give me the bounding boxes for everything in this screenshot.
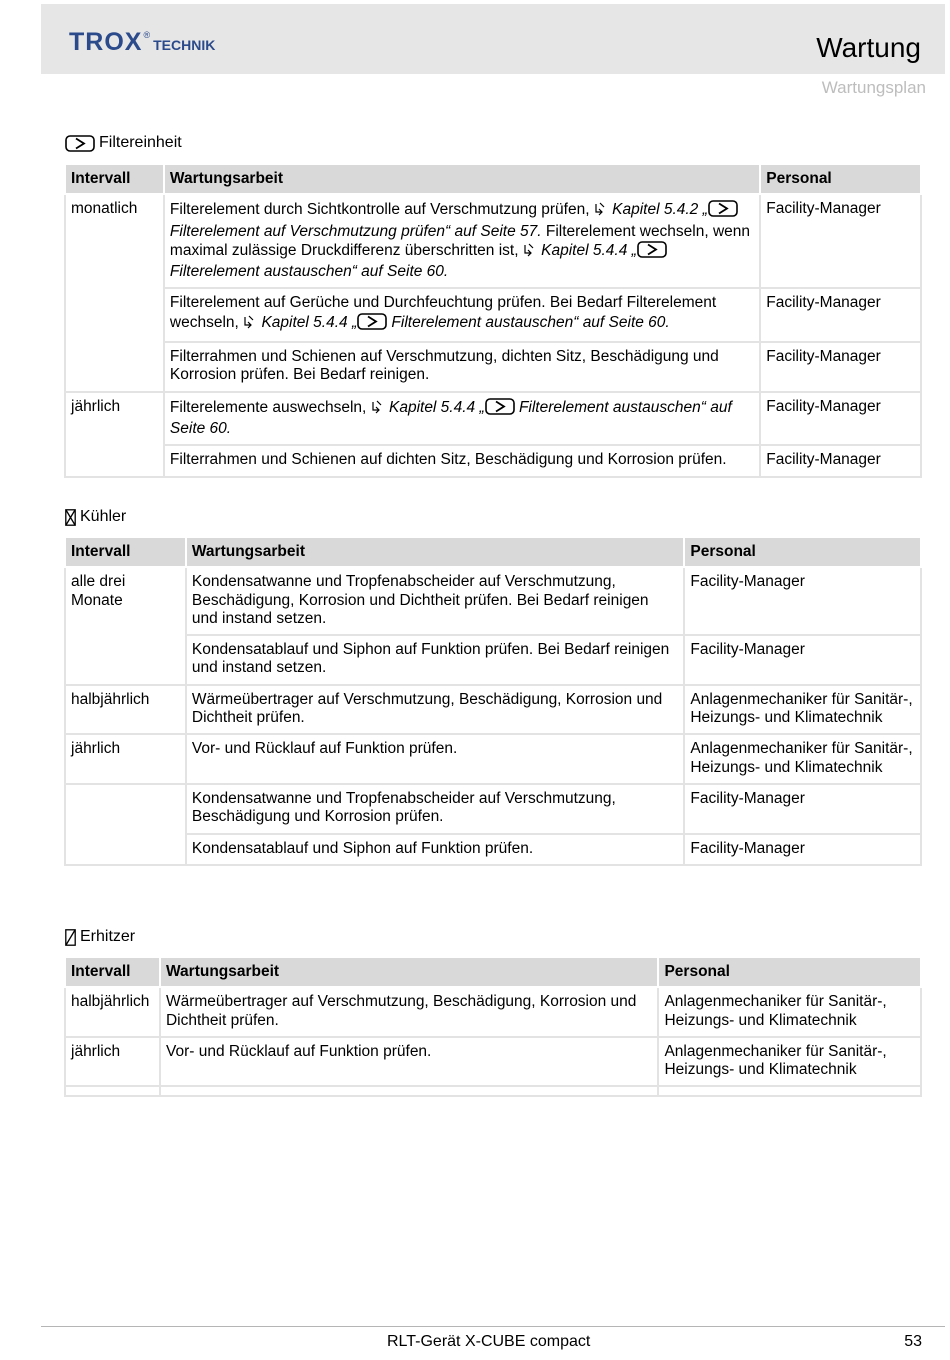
- footer-divider: [41, 1326, 945, 1327]
- column-header-wartungsarbeit: Wartungsarbeit: [160, 957, 658, 987]
- column-header-wartungsarbeit: Wartungsarbeit: [186, 537, 684, 567]
- cooler-icon: [65, 509, 76, 526]
- column-header-intervall: Intervall: [65, 164, 164, 194]
- personal-cell: [658, 1086, 921, 1096]
- filter-arrow-icon: [708, 200, 738, 222]
- task-cell: Filterelement durch Sichtkontrolle auf Verschmutzung prüfen, Kapitel 5.4.2 „ Filterelement auf Verschmutzung prüfen“ auf Seite 57. Filterelement wechseln, wenn maximal zulässige Druckdifferenz überschritten ist, Kapitel 5.4.4 „ Filterelement austauschen“ auf Seite 60.: [164, 194, 760, 288]
- interval-cell: jährlich: [65, 392, 164, 477]
- table-header-row: [65, 537, 921, 567]
- column-header-personal: Personal: [684, 537, 921, 567]
- interval-cell: alle drei Monate: [65, 567, 186, 684]
- reference-pointer-icon: [594, 202, 608, 221]
- table-row: [65, 685, 921, 735]
- section-heading-filter: Filtereinheit: [65, 134, 182, 152]
- task-cell: Filterelemente auswechseln, Kapitel 5.4.4 „ Filterelement austauschen“ auf Seite 60.: [164, 392, 760, 446]
- filter-arrow-icon: [65, 135, 95, 152]
- table-row: [65, 987, 921, 1037]
- task-cell: Kondensatablauf und Siphon auf Funktion prüfen.: [186, 834, 684, 865]
- interval-cell: jährlich: [65, 734, 186, 784]
- reference-pointer-icon: [243, 315, 257, 334]
- chapter-link[interactable]: Kapitel 5.4.4 „ Filterelement austauschen“ auf Seite 60.: [261, 314, 669, 331]
- reference-pointer-icon: [371, 400, 385, 419]
- task-cell: Kondensatwanne und Tropfenabscheider auf Verschmutzung, Beschädigung und Korrosion prüfen.: [186, 784, 684, 834]
- task-cell: Wärmeübertrager auf Verschmutzung, Beschädigung, Korrosion und Dichtheit prüfen.: [160, 987, 658, 1037]
- interval-cell: [65, 784, 186, 865]
- task-cell: Kondensatablauf und Siphon auf Funktion prüfen. Bei Bedarf reinigen und instand setzen.: [186, 635, 684, 685]
- table-header-row: [65, 164, 921, 194]
- table-row: [65, 1086, 921, 1096]
- table-row: [65, 288, 921, 342]
- table-header-row: [65, 957, 921, 987]
- task-cell: Filterrahmen und Schienen auf Verschmutzung, dichten Sitz, Beschädigung und Korrosion prüfen. Bei Bedarf reinigen.: [164, 342, 760, 392]
- footer-page-number: 53: [904, 1333, 922, 1350]
- task-cell: Vor- und Rücklauf auf Funktion prüfen.: [186, 734, 684, 784]
- page-title: Wartung: [816, 32, 921, 63]
- page-header: [41, 4, 945, 74]
- column-header-personal: Personal: [658, 957, 921, 987]
- table-row: [65, 342, 921, 392]
- column-header-wartungsarbeit: Wartungsarbeit: [164, 164, 760, 194]
- filter-arrow-icon: [637, 241, 667, 263]
- task-cell: Vor- und Rücklauf auf Funktion prüfen.: [160, 1037, 658, 1087]
- personal-cell: Anlagenmechaniker für Sanitär-, Heizungs- und Klimatechnik: [684, 734, 921, 784]
- erhitzer-maintenance-table: [64, 956, 922, 1097]
- task-cell: Wärmeübertrager auf Verschmutzung, Beschädigung, Korrosion und Dichtheit prüfen.: [186, 685, 684, 735]
- interval-cell: halbjährlich: [65, 987, 160, 1037]
- table-row: [65, 445, 921, 476]
- page-subtitle: Wartungsplan: [821, 78, 926, 97]
- personal-cell: Facility-Manager: [684, 834, 921, 865]
- filter-arrow-icon: [357, 313, 387, 335]
- column-header-intervall: Intervall: [65, 537, 186, 567]
- filter-maintenance-table: [64, 163, 922, 478]
- task-cell: Kondensatwanne und Tropfenabscheider auf Verschmutzung, Beschädigung, Korrosion und Dichtheit prüfen. Bei Bedarf reinigen und instand setzen.: [186, 567, 684, 635]
- table-row: [65, 784, 921, 834]
- personal-cell: Facility-Manager: [760, 445, 921, 476]
- reference-pointer-icon: [523, 243, 537, 262]
- footer-document-title: RLT-Gerät X-CUBE compact: [387, 1333, 591, 1350]
- trox-logo: TROX ® TECHNIK: [69, 28, 216, 56]
- personal-cell: Anlagenmechaniker für Sanitär-, Heizungs- und Klimatechnik: [658, 1037, 921, 1087]
- column-header-personal: Personal: [760, 164, 921, 194]
- interval-cell: halbjährlich: [65, 685, 186, 735]
- chapter-link[interactable]: Kapitel 5.4.4 „ Filterelement austauschen“ auf Seite 60.: [170, 242, 667, 280]
- task-cell: Filterelement auf Gerüche und Durchfeuchtung prüfen. Bei Bedarf Filterelement wechseln, Kapitel 5.4.4 „ Filterelement austauschen“ auf Seite 60.: [164, 288, 760, 342]
- task-cell: Filterrahmen und Schienen auf dichten Sitz, Beschädigung und Korrosion prüfen.: [164, 445, 760, 476]
- personal-cell: Anlagenmechaniker für Sanitär-, Heizungs- und Klimatechnik: [658, 987, 921, 1037]
- task-cell: [160, 1086, 658, 1096]
- chapter-link[interactable]: Kapitel 5.4.2 „ Filterelement auf Verschmutzung prüfen“ auf Seite 57.: [170, 201, 738, 239]
- filter-arrow-icon: [485, 398, 515, 420]
- column-header-intervall: Intervall: [65, 957, 160, 987]
- personal-cell: Anlagenmechaniker für Sanitär-, Heizungs- und Klimatechnik: [684, 685, 921, 735]
- personal-cell: Facility-Manager: [684, 567, 921, 635]
- interval-cell: monatlich: [65, 194, 164, 391]
- table-row: [65, 392, 921, 446]
- chapter-link[interactable]: Kapitel 5.4.4 „ Filterelement austauschen“ auf Seite 60.: [169, 398, 732, 437]
- interval-cell: [65, 1086, 160, 1096]
- personal-cell: Facility-Manager: [684, 784, 921, 834]
- personal-cell: Facility-Manager: [760, 342, 921, 392]
- section-heading-kuehler: Kühler: [65, 508, 126, 526]
- personal-cell: Facility-Manager: [760, 194, 921, 288]
- table-row: [65, 834, 921, 865]
- table-row: [65, 194, 921, 288]
- personal-cell: Facility-Manager: [760, 288, 921, 342]
- section-heading-erhitzer: Erhitzer: [65, 928, 135, 946]
- personal-cell: Facility-Manager: [684, 635, 921, 685]
- personal-cell: Facility-Manager: [760, 392, 921, 446]
- interval-cell: jährlich: [65, 1037, 160, 1087]
- table-row: [65, 635, 921, 685]
- table-row: [65, 734, 921, 784]
- table-row: [65, 567, 921, 635]
- heater-icon: [65, 929, 76, 946]
- table-row: [65, 1037, 921, 1087]
- kuehler-maintenance-table: [64, 536, 922, 866]
